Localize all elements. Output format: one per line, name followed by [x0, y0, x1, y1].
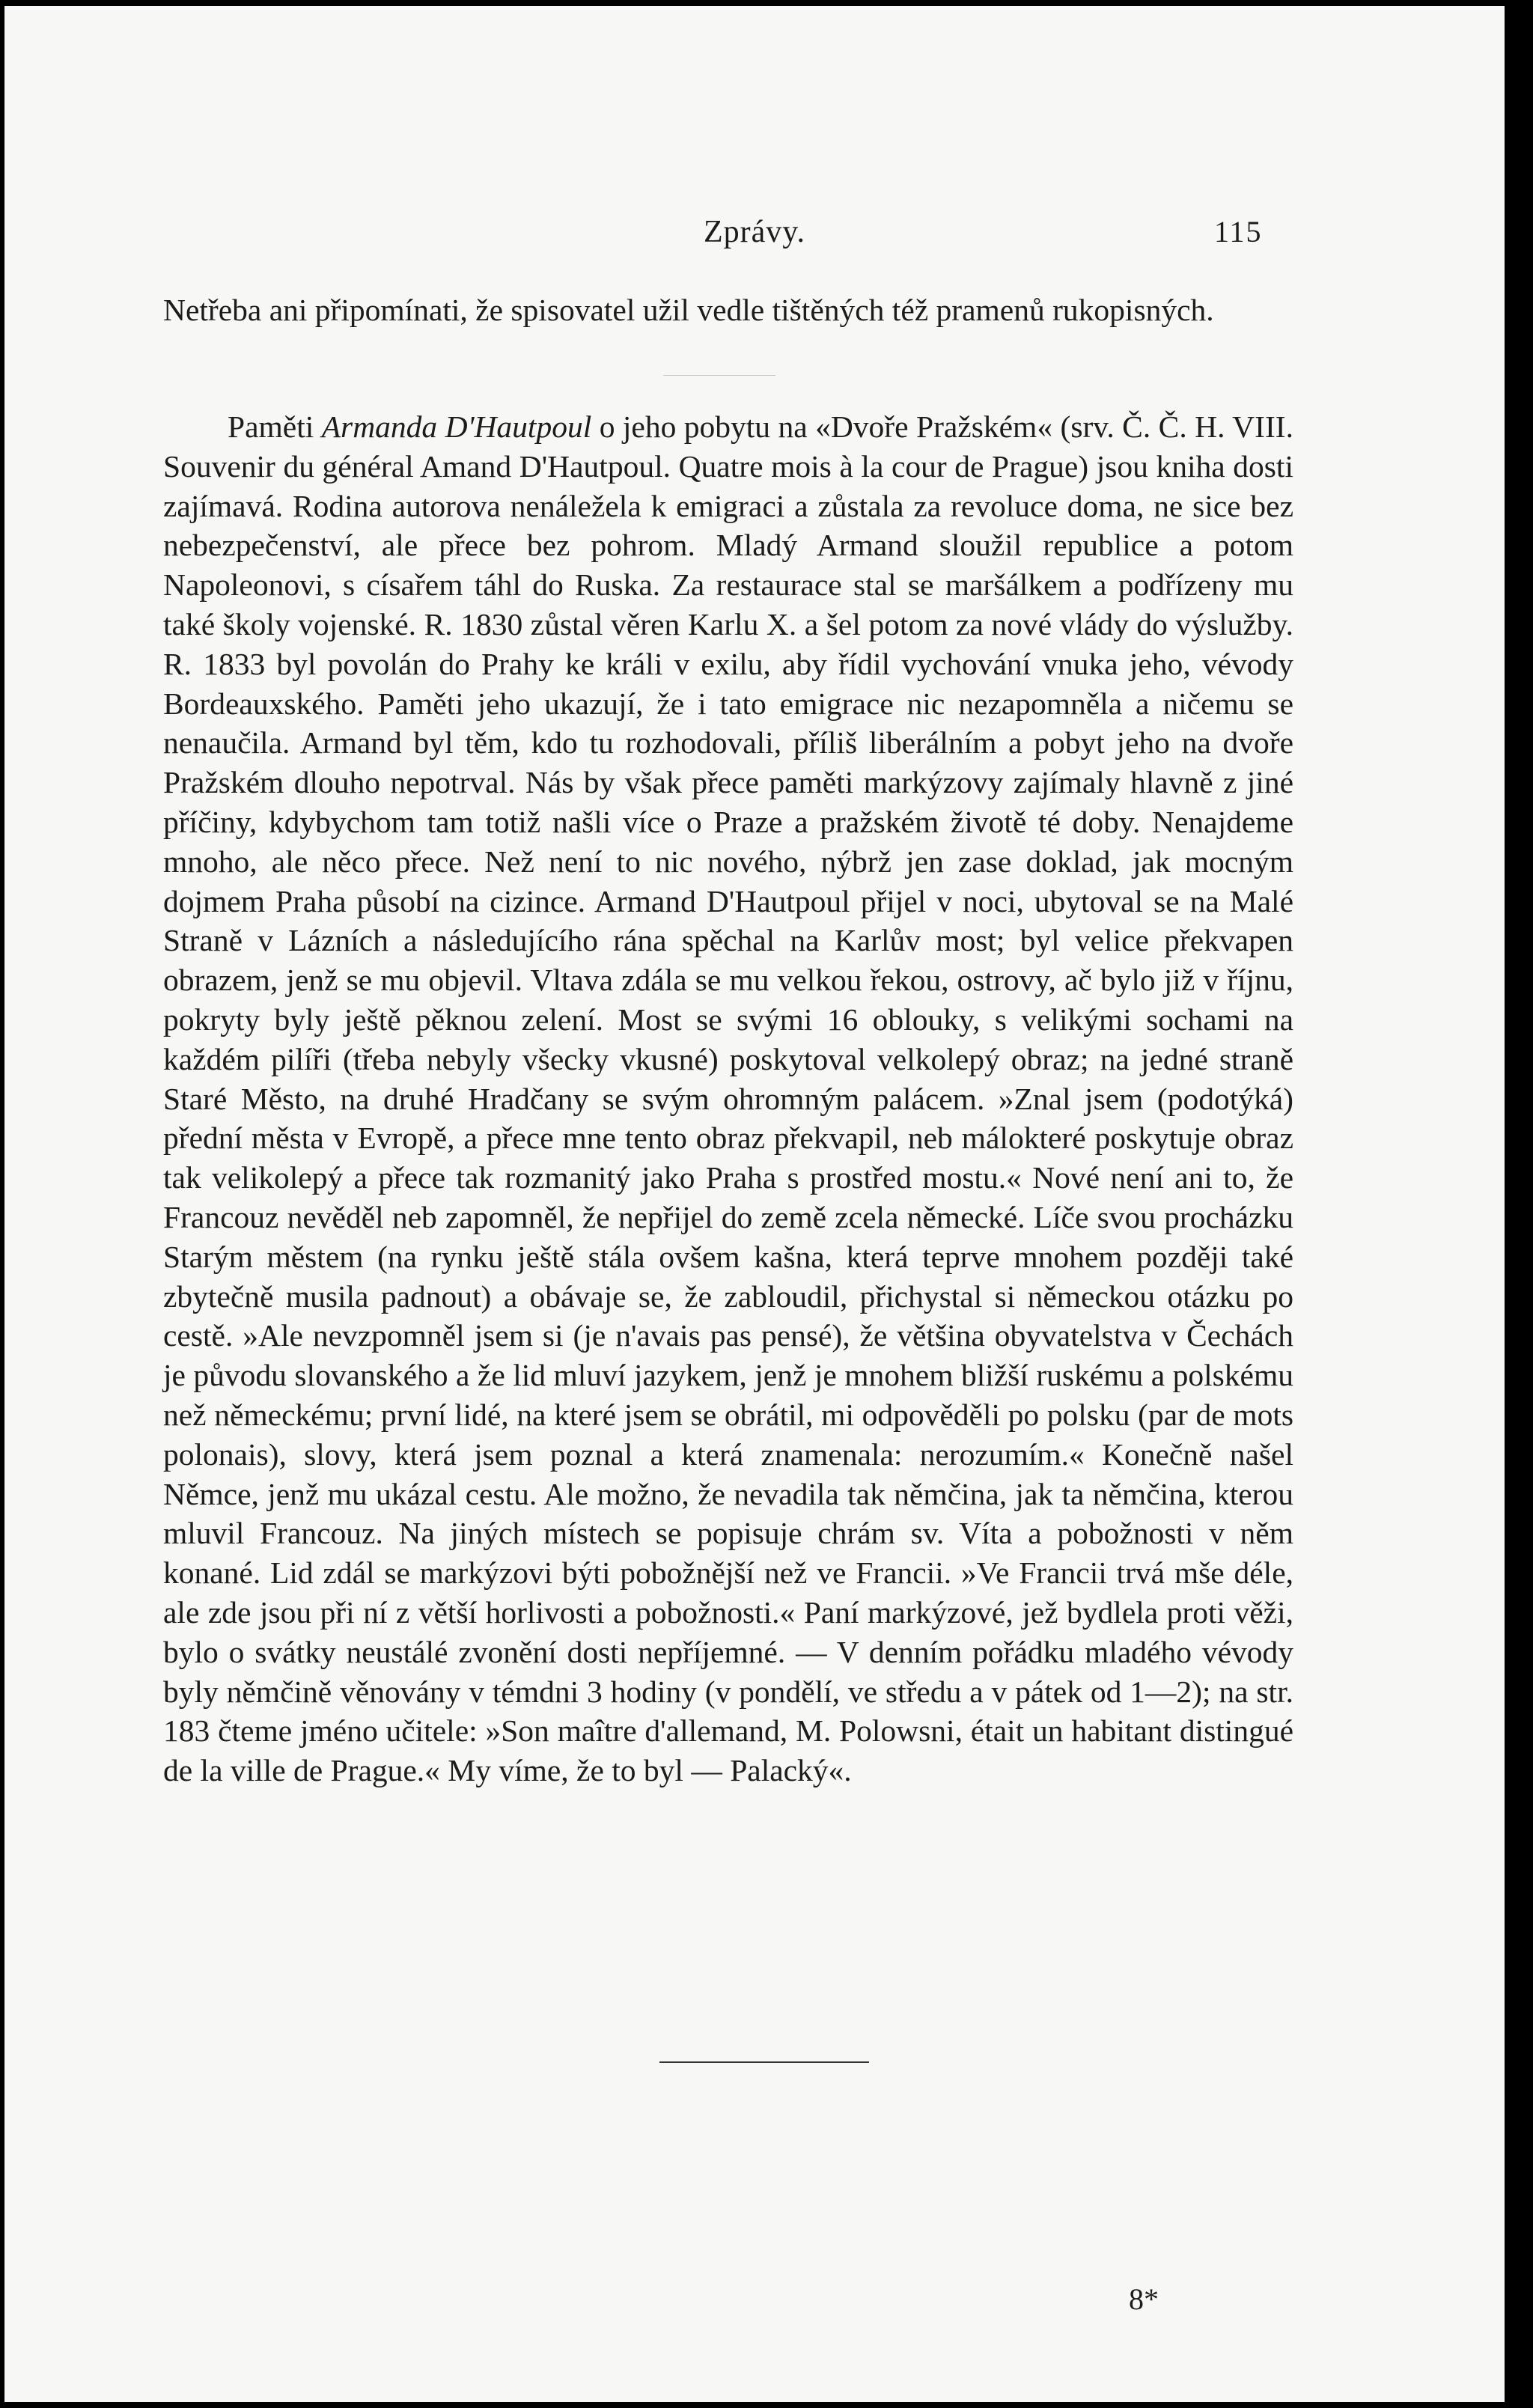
book-page	[4, 6, 1505, 2402]
page-number: 115	[1214, 215, 1263, 249]
main-paragraph	[163, 407, 1293, 1790]
running-head-title: Zprávy.	[703, 215, 806, 249]
end-rule	[659, 2061, 869, 2063]
intro-paragraph	[163, 290, 1293, 330]
main-paragraph-text	[163, 407, 1293, 1790]
intro-text: Netřeba ani připomínati, že spisovatel užil vedle tištěných též pramenů rukopisných.	[163, 293, 1214, 327]
section-divider	[663, 375, 775, 376]
main-lead: Paměti	[228, 409, 322, 444]
book-title-italic: Armanda D'Hautpoul	[321, 409, 592, 444]
signature-mark: 8*	[1129, 2282, 1159, 2316]
main-rest: o jeho pobytu na «Dvoře Pražském« (srv. Č. Č. H. VIII. Souvenir du général Amand D'Hautpoul. Quatre mois à la cour de Prague) jsou kniha dosti zajímavá. Rodina autorova nenáležela k emigraci a zůstala za revoluce doma, ne sice bez nebezpečenství, ale přece bez pohrom. Mladý Armand sloužil republice a potom Napoleonovi, s císařem táhl do Ruska. Za restaurace stal se maršálkem a podřízeny mu také školy vojenské. R. 1830 zůstal věren Karlu X. a šel potom za nové vlády do výslužby. R. 1833 byl povolán do Prahy ke králi v exilu, aby řídil vychování vnuka jeho, vévody Bordeauxského. Paměti jeho ukazují, že i tato emigrace nic nezapomněla a ničemu se nenaučila. Armand byl těm, kdo tu rozhodovali, příliš liberálním a pobyt jeho na dvoře Pražském dlouho nepotrval. Nás by však přece paměti markýzovy zajímaly hlavně z jiné příčiny, kdybychom tam totiž našli více o Praze a pražském životě té doby. Nenajdeme mnoho, ale něco přece. Než není to nic nového, nýbrž jen zase doklad, jak mocným dojmem Praha působí na cizince. Armand D'Hautpoul přijel v noci, ubytoval se na Malé Straně v Lázních a následujícího rána spěchal na Karlův most; byl velice překvapen obrazem, jenž se mu objevil. Vltava zdála se mu velkou řekou, ostrovy, ač bylo již v říjnu, pokryty byly ještě pěknou zelení. Most se svými 16 oblouky, s velikými sochami na každém pilíři (třeba nebyly všecky vkusné) poskytoval velkolepý obraz; na jedné straně Staré Město, na druhé Hradčany se svým ohromným palácem. »Znal jsem (podotýká) přední města v Evropě, a přece mne tento obraz překvapil, neb málokteré poskytuje obraz tak velikolepý a přece tak rozmanitý jako Praha s prostřed mostu.« Nové není ani to, že Francouz nevěděl neb zapomněl, že nepřijel do země zcela německé. Líče svou procházku Starým městem (na rynku ještě stála ovšem kašna, která teprve mnohem později také zbytečně musila padnout) a obávaje se, že zabloudil, přichystal si německou otázku po cestě. »Ale nevzpomněl jsem si (je n'avais pas pensé), že většina obyvatelstva v Čechách je původu slovanského a že lid mluví jazykem, jenž je mnohem bližší ruskému a polskému než německému; první lidé, na které jsem se obrátil, mi odpověděli po polsku (par de mots polonais), slovy, která jsem poznal a která znamenala: nerozumím.« Konečně našel Němce, jenž mu ukázal cestu. Ale možno, že nevadila tak němčina, jak ta němčina, kterou mluvil Francouz. Na jiných místech se popisuje chrám sv. Víta a pobožnosti v něm konané. Lid zdál se markýzovi býti pobožnější než ve Francii. »Ve Francii trvá mše déle, ale zde jsou při ní z větší horlivosti a pobožnosti.« Paní markýzové, jež bydlela proti věži, bylo o svátky neustálé zvonění dosti nepříjemné. — V denním pořádku mladého vévody byly němčině věnovány v témdni 3 hodiny (v pondělí, ve středu a v pátek od 1—2); na str. 183 čteme jméno učitele: »Son maître d'allemand, M. Polowsni, était un habitant distingué de la ville de Prague.« My víme, že to byl — Palacký«.	[163, 409, 1293, 1788]
